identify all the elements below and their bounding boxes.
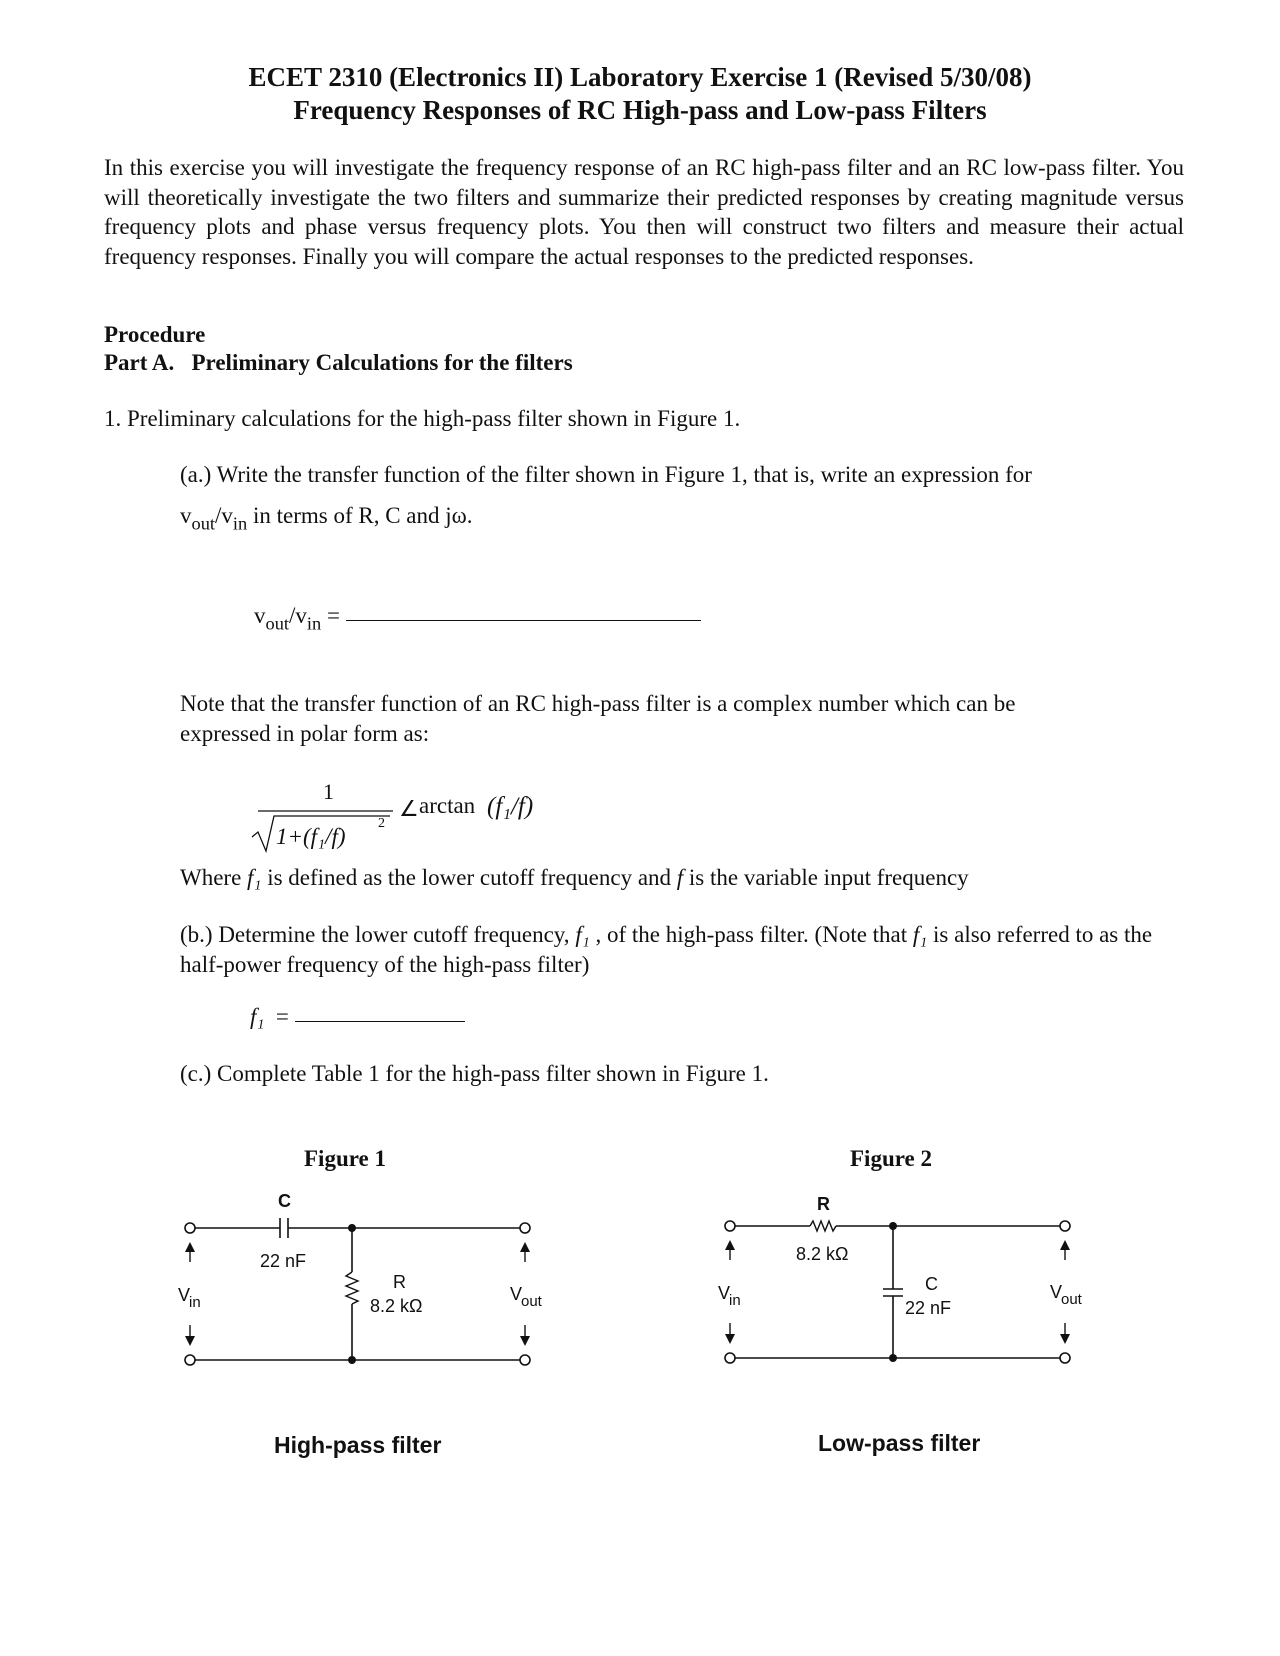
vin-top-terminal	[185, 1223, 195, 1233]
fig2-c-label: C	[925, 1274, 938, 1294]
resistor-symbol	[346, 1272, 358, 1304]
polar-formula	[250, 775, 570, 855]
fig2-r-label: R	[817, 1194, 830, 1214]
fig1-r-value: 8.2 kΩ	[370, 1296, 423, 1316]
arrow-down-icon	[185, 1336, 195, 1346]
vout-bottom-terminal	[1060, 1353, 1070, 1363]
step-1b-f1: f₁	[575, 922, 590, 947]
step-1b-f1-b: f₁	[912, 922, 928, 947]
f1-blank[interactable]	[295, 1020, 465, 1022]
fig2-vout-sub: out	[1061, 1291, 1082, 1308]
vout-v: v	[180, 503, 192, 528]
where-f1: f₁	[247, 865, 262, 890]
procedure-heading: Procedure	[104, 322, 206, 347]
vin-v: /v	[215, 503, 233, 528]
where-text-3: is the variable input frequency	[683, 865, 969, 890]
step-1-text: 1. Preliminary calculations for the high-pass filter shown in Figure 1.	[104, 406, 741, 431]
vout-sub: out	[191, 513, 216, 534]
step-1a-line1: (a.) Write the transfer function of the filter shown in Figure 1, that is, write an expression for	[180, 462, 1032, 487]
angle-symbol: ∠	[399, 796, 419, 821]
formula-radicand: 1+(f₁/f)	[276, 824, 346, 849]
eq-equals: =	[321, 603, 346, 628]
eq-out-sub: out	[265, 613, 290, 634]
f1-answer	[250, 1004, 465, 1030]
vin-sub: in	[232, 513, 248, 534]
eq-v: v	[254, 603, 266, 628]
arrow-down-icon	[725, 1334, 735, 1344]
fig1-vout-sub: out	[521, 1293, 542, 1310]
fig2-vin-v: V	[718, 1283, 731, 1303]
polar-form-note: Note that the transfer function of an RC high-pass filter is a complex number which can be expressed in polar form as:	[180, 691, 1016, 746]
formula-exponent: 2	[378, 816, 385, 831]
f1-equals: =	[264, 1004, 295, 1029]
formula-numerator: 1	[323, 779, 334, 804]
step-1b-text-3: is also referred to as the half-power frequency of the high-pass filter)	[180, 922, 1158, 977]
title-line-1: ECET 2310 (Electronics II) Laboratory Exercise 1 (Revised 5/30/08)	[248, 62, 1032, 92]
intro-paragraph: In this exercise you will investigate the frequency response of an RC high-pass filter and an RC low-pass filter. You will theoretically investigate the two filters and summarize their predicted responses by creating magnitude versus frequency plots and phase versus frequency plots. You then will construct two filters and measure their actual frequency responses. Finally you will compare the actual responses to the predicted responses.	[104, 155, 1184, 269]
vout-top-terminal	[1060, 1221, 1070, 1231]
arrow-up-icon	[185, 1242, 195, 1252]
transfer-function-answer	[254, 603, 701, 634]
f1-label: f₁	[250, 1004, 265, 1029]
arrow-up-icon	[520, 1242, 530, 1252]
formula-svg	[250, 775, 570, 855]
fig2-vin-sub: in	[729, 1292, 741, 1309]
part-a-heading: Part A. Preliminary Calculations for the filters	[104, 350, 573, 375]
vin-top-terminal	[725, 1221, 735, 1231]
figure-2-caption: Figure 2	[850, 1146, 932, 1171]
arctan-label: arctan	[419, 793, 476, 818]
fig2-vout-v: V	[1050, 1282, 1063, 1302]
step-1a-line2	[180, 503, 473, 534]
figure-1-caption: Figure 1	[304, 1146, 386, 1171]
arctan-argument: (f₁/f)	[487, 793, 534, 820]
fig2-c-value: 22 nF	[905, 1298, 952, 1318]
vin-bottom-terminal	[185, 1355, 195, 1365]
where-text-2: is defined as the lower cutoff frequency and	[261, 865, 677, 890]
fig1-vin-sub: in	[189, 1294, 201, 1311]
fig2-r-value: 8.2 kΩ	[796, 1244, 849, 1264]
where-line	[180, 865, 969, 891]
title-line-2: Frequency Responses of RC High-pass and Low-pass Filters	[293, 95, 987, 125]
fig1-c-value: 22 nF	[260, 1251, 307, 1271]
fig1-vin-v: V	[178, 1285, 191, 1305]
step-1a-rest: in terms of R, C and jω.	[247, 503, 473, 528]
vout-top-terminal	[520, 1223, 530, 1233]
low-pass-caption: Low-pass filter	[818, 1430, 981, 1456]
fig1-r-label: R	[393, 1272, 406, 1292]
step-1b-text-2: , of the high-pass filter. (Note that	[589, 922, 913, 947]
where-f: f	[676, 865, 684, 890]
step-1c: (c.) Complete Table 1 for the high-pass filter shown in Figure 1.	[180, 1061, 769, 1086]
resistor-symbol	[810, 1221, 836, 1231]
step-1b-text-1: (b.) Determine the lower cutoff frequency,	[180, 922, 576, 947]
arrow-down-icon	[1060, 1334, 1070, 1344]
eq-in-sub: in	[306, 613, 322, 634]
arrow-up-icon	[725, 1240, 735, 1250]
fig1-vout-v: V	[510, 1284, 523, 1304]
vin-bottom-terminal	[725, 1353, 735, 1363]
arrow-up-icon	[1060, 1240, 1070, 1250]
transfer-function-blank[interactable]	[346, 619, 701, 621]
arrow-down-icon	[520, 1336, 530, 1346]
where-text-1: Where	[180, 865, 248, 890]
high-pass-caption: High-pass filter	[274, 1432, 442, 1458]
step-1b	[180, 920, 1180, 979]
vout-bottom-terminal	[520, 1355, 530, 1365]
fig1-c-label: C	[278, 1191, 291, 1211]
eq-vin: /v	[289, 603, 307, 628]
